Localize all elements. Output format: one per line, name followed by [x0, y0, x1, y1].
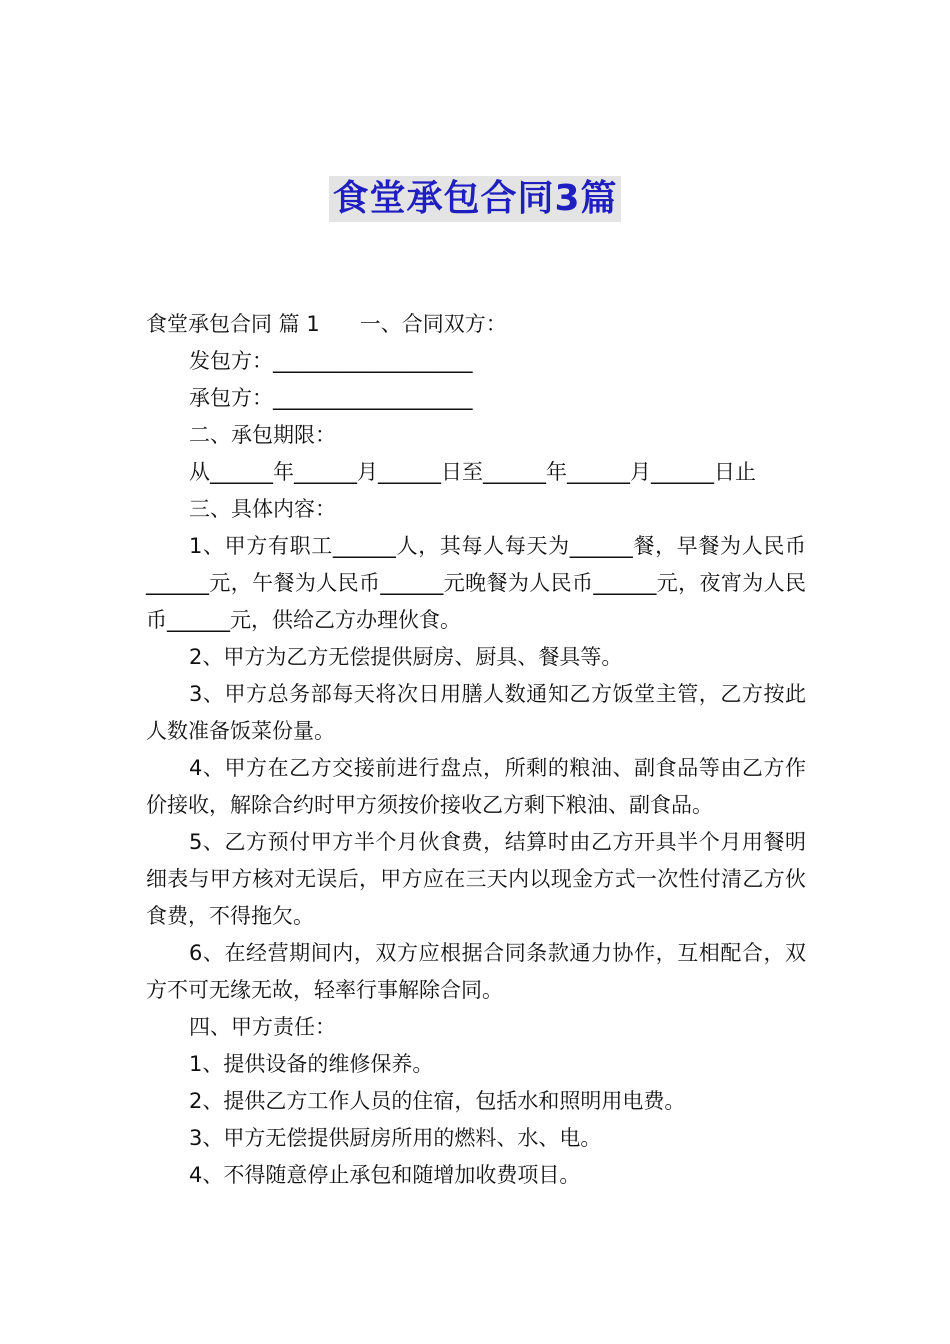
- duty-item: 3、甲方无偿提供厨房所用的燃料、水、电。: [189, 1126, 602, 1150]
- contract-period-line: 从______年______月______日至______年______月______日止: [189, 460, 756, 484]
- clause-2: 2、甲方为乙方无偿提供厨房、厨具、餐具等。: [189, 645, 623, 669]
- duty-item: 1、提供设备的维修保养。: [189, 1052, 434, 1076]
- duty-item: 4、不得随意停止承包和随增加收费项目。: [189, 1163, 581, 1187]
- party-a-line: 发包方：___________________: [189, 349, 473, 373]
- clause-4: 4、甲方在乙方交接前进行盘点，所剩的粮油、副食品等由乙方作价接收，解除合约时甲方须按价接收乙方剩下粮油、副食品。: [146, 756, 806, 817]
- contract-heading-line: [146, 306, 806, 343]
- section-1-heading: 一、合同双方：: [359, 312, 507, 336]
- party-b-line: 承包方：___________________: [189, 386, 473, 410]
- section-3-heading: 三、具体内容：: [189, 497, 336, 521]
- document-body: [146, 306, 806, 1194]
- clause-6: 6、在经营期间内，双方应根据合同条款通力协作，互相配合，双方不可无缘无故，轻率行事解除合同。: [146, 941, 806, 1002]
- section-4-heading: 四、甲方责任：: [189, 1015, 336, 1039]
- clause-1: 1、甲方有职工______人，其每人每天为______餐，早餐为人民币______元，午餐为人民币______元晚餐为人民币______元，夜宵为人民币______元，供给乙方办理伙食。: [146, 534, 806, 632]
- section-2-heading: 二、承包期限：: [189, 423, 336, 447]
- document-title: 食堂承包合同3篇: [329, 176, 620, 222]
- clause-5: 5、乙方预付甲方半个月伙食费，结算时由乙方开具半个月用餐明细表与甲方核对无误后，甲方应在三天内以现金方式一次性付清乙方伙食费，不得拖欠。: [146, 830, 806, 928]
- title-container: [0, 176, 950, 222]
- duty-item: 2、提供乙方工作人员的住宿，包括水和照明用电费。: [189, 1089, 686, 1113]
- clause-3: 3、甲方总务部每天将次日用膳人数通知乙方饭堂主管，乙方按此人数准备饭菜份量。: [146, 682, 806, 743]
- contract-subtitle: 食堂承包合同 篇 1: [146, 312, 320, 336]
